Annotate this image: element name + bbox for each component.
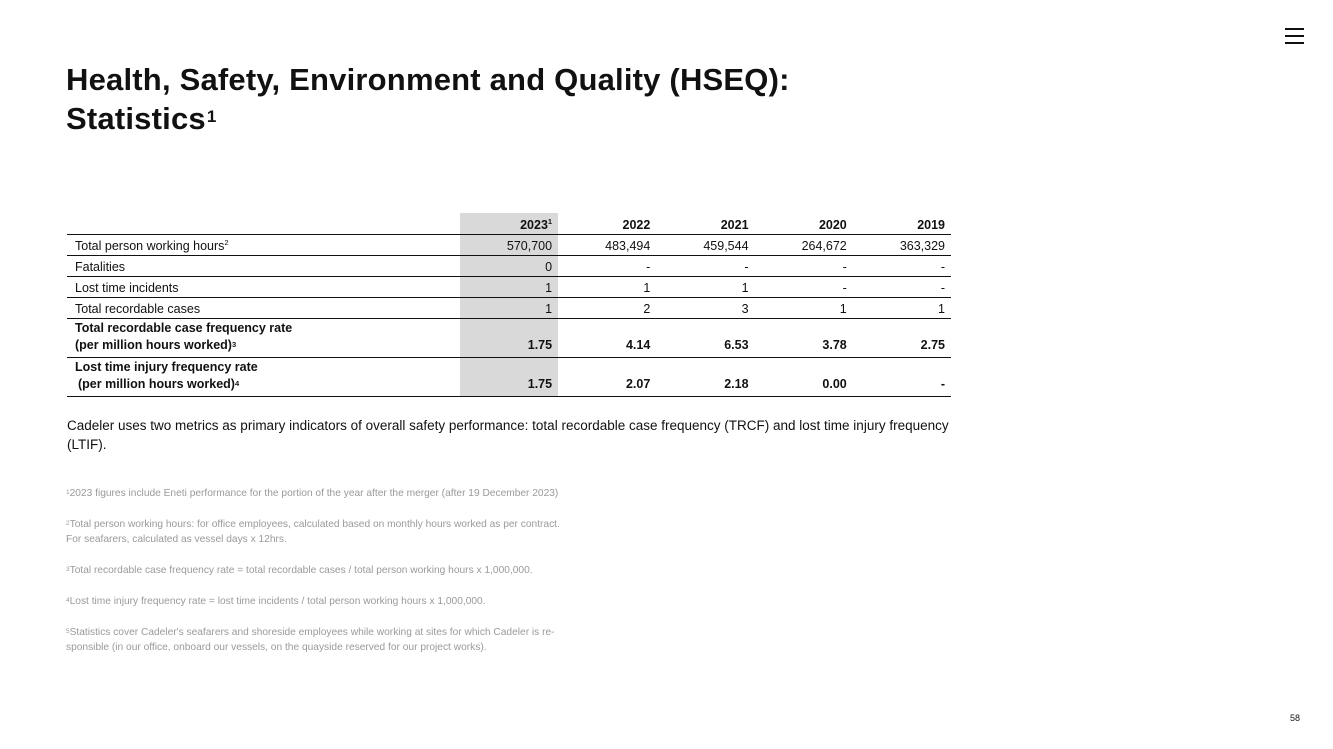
table-cell: 570,700 [460, 234, 558, 255]
page-number: 58 [1290, 713, 1301, 723]
table-cell: - [656, 255, 754, 276]
table-row [67, 234, 951, 255]
header-label-cell [67, 213, 460, 234]
table-cell: - [853, 276, 951, 297]
footnote-4: $^4$Lost time injury frequency rate = lost time incidents / total person working hours x 1,000,000. [66, 596, 486, 607]
hseq-statistics-table [67, 213, 951, 397]
table-cell: 0.00 [755, 357, 853, 396]
table-row [67, 297, 951, 318]
table-cell: 1.75 [460, 318, 558, 357]
footnote-5: $^5$Statistics cover Cadeler's seafarers and shoreside employees while working at sites for which Cadeler is re- sponsible (in our office, onboard our vessels, on the quayside reserved for our project works). [66, 627, 555, 653]
table-cell: 363,329 [853, 234, 951, 255]
table-cell: 459,544 [656, 234, 754, 255]
page-title [66, 60, 966, 138]
header-year-2020: 2020 [755, 213, 853, 234]
hamburger-menu-icon[interactable] [1285, 27, 1305, 45]
table-cell: 1 [460, 276, 558, 297]
table-cell: 1.75 [460, 357, 558, 396]
table-cell: 3 [656, 297, 754, 318]
table-cell: - [853, 357, 951, 396]
table-cell: 6.53 [656, 318, 754, 357]
table-cell: 2 [558, 297, 656, 318]
table-row [67, 318, 951, 357]
footnote-2: $^2$Total person working hours: for office employees, calculated based on monthly hours worked as per contract. For seafarers, calculated as vessel days x 12hrs. [66, 519, 560, 545]
table-cell: 2.07 [558, 357, 656, 396]
row-label-trcf: Total recordable case frequency rate (per million hours worked)$^3$ [67, 318, 460, 357]
row-label-fatalities: Fatalities [67, 255, 460, 276]
table-cell: - [755, 255, 853, 276]
table-header-row [67, 213, 951, 234]
menu-bar-top [1285, 28, 1304, 30]
table-row [67, 357, 951, 396]
footnote-1: $^1$2023 figures include Eneti performance for the portion of the year after the merger (after 19 December 2023) [66, 488, 559, 499]
page-title-line1: Health, Safety, Environment and Quality (HSEQ): [66, 62, 790, 97]
table-cell: - [755, 276, 853, 297]
table-cell: 4.14 [558, 318, 656, 357]
table-cell: 1 [558, 276, 656, 297]
header-year-2023: 2023$^1$ [460, 213, 558, 234]
table-cell: 2.75 [853, 318, 951, 357]
menu-bar-bottom [1285, 42, 1304, 44]
table-cell: 1 [656, 276, 754, 297]
table-cell: 1 [755, 297, 853, 318]
footnote-3: $^3$Total recordable case frequency rate = total recordable cases / total person working hours x 1,000,000. [66, 565, 533, 576]
page-title-text: Statistics [66, 101, 206, 136]
intro-paragraph: Cadeler uses two metrics as primary indicators of overall safety performance: total recordable case frequency (TRCF) and lost time injury frequency (LTIF). [67, 418, 949, 452]
table-cell: 1 [853, 297, 951, 318]
table-row [67, 276, 951, 297]
row-label-working-hours: Total person working hours$^2$ [67, 234, 460, 255]
page-title-line2 [66, 99, 966, 138]
table-cell: 483,494 [558, 234, 656, 255]
table-cell: 1 [460, 297, 558, 318]
table-cell: 0 [460, 255, 558, 276]
footnotes [66, 486, 646, 671]
table-cell: 2.18 [656, 357, 754, 396]
row-label-lost-time-incidents: Lost time incidents [67, 276, 460, 297]
table-cell: 264,672 [755, 234, 853, 255]
header-year-2021: 2021 [656, 213, 754, 234]
title-footnote-marker: 1 [206, 107, 217, 126]
table-cell: - [558, 255, 656, 276]
row-label-recordable-cases: Total recordable cases [67, 297, 460, 318]
row-label-ltif: Lost time injury frequency rate (per million hours worked)$^4$ [67, 357, 460, 396]
header-year-2022: 2022 [558, 213, 656, 234]
table-row [67, 255, 951, 276]
header-year-2019: 2019 [853, 213, 951, 234]
menu-bar-middle [1285, 35, 1304, 37]
table-cell: 3.78 [755, 318, 853, 357]
table-cell: - [853, 255, 951, 276]
